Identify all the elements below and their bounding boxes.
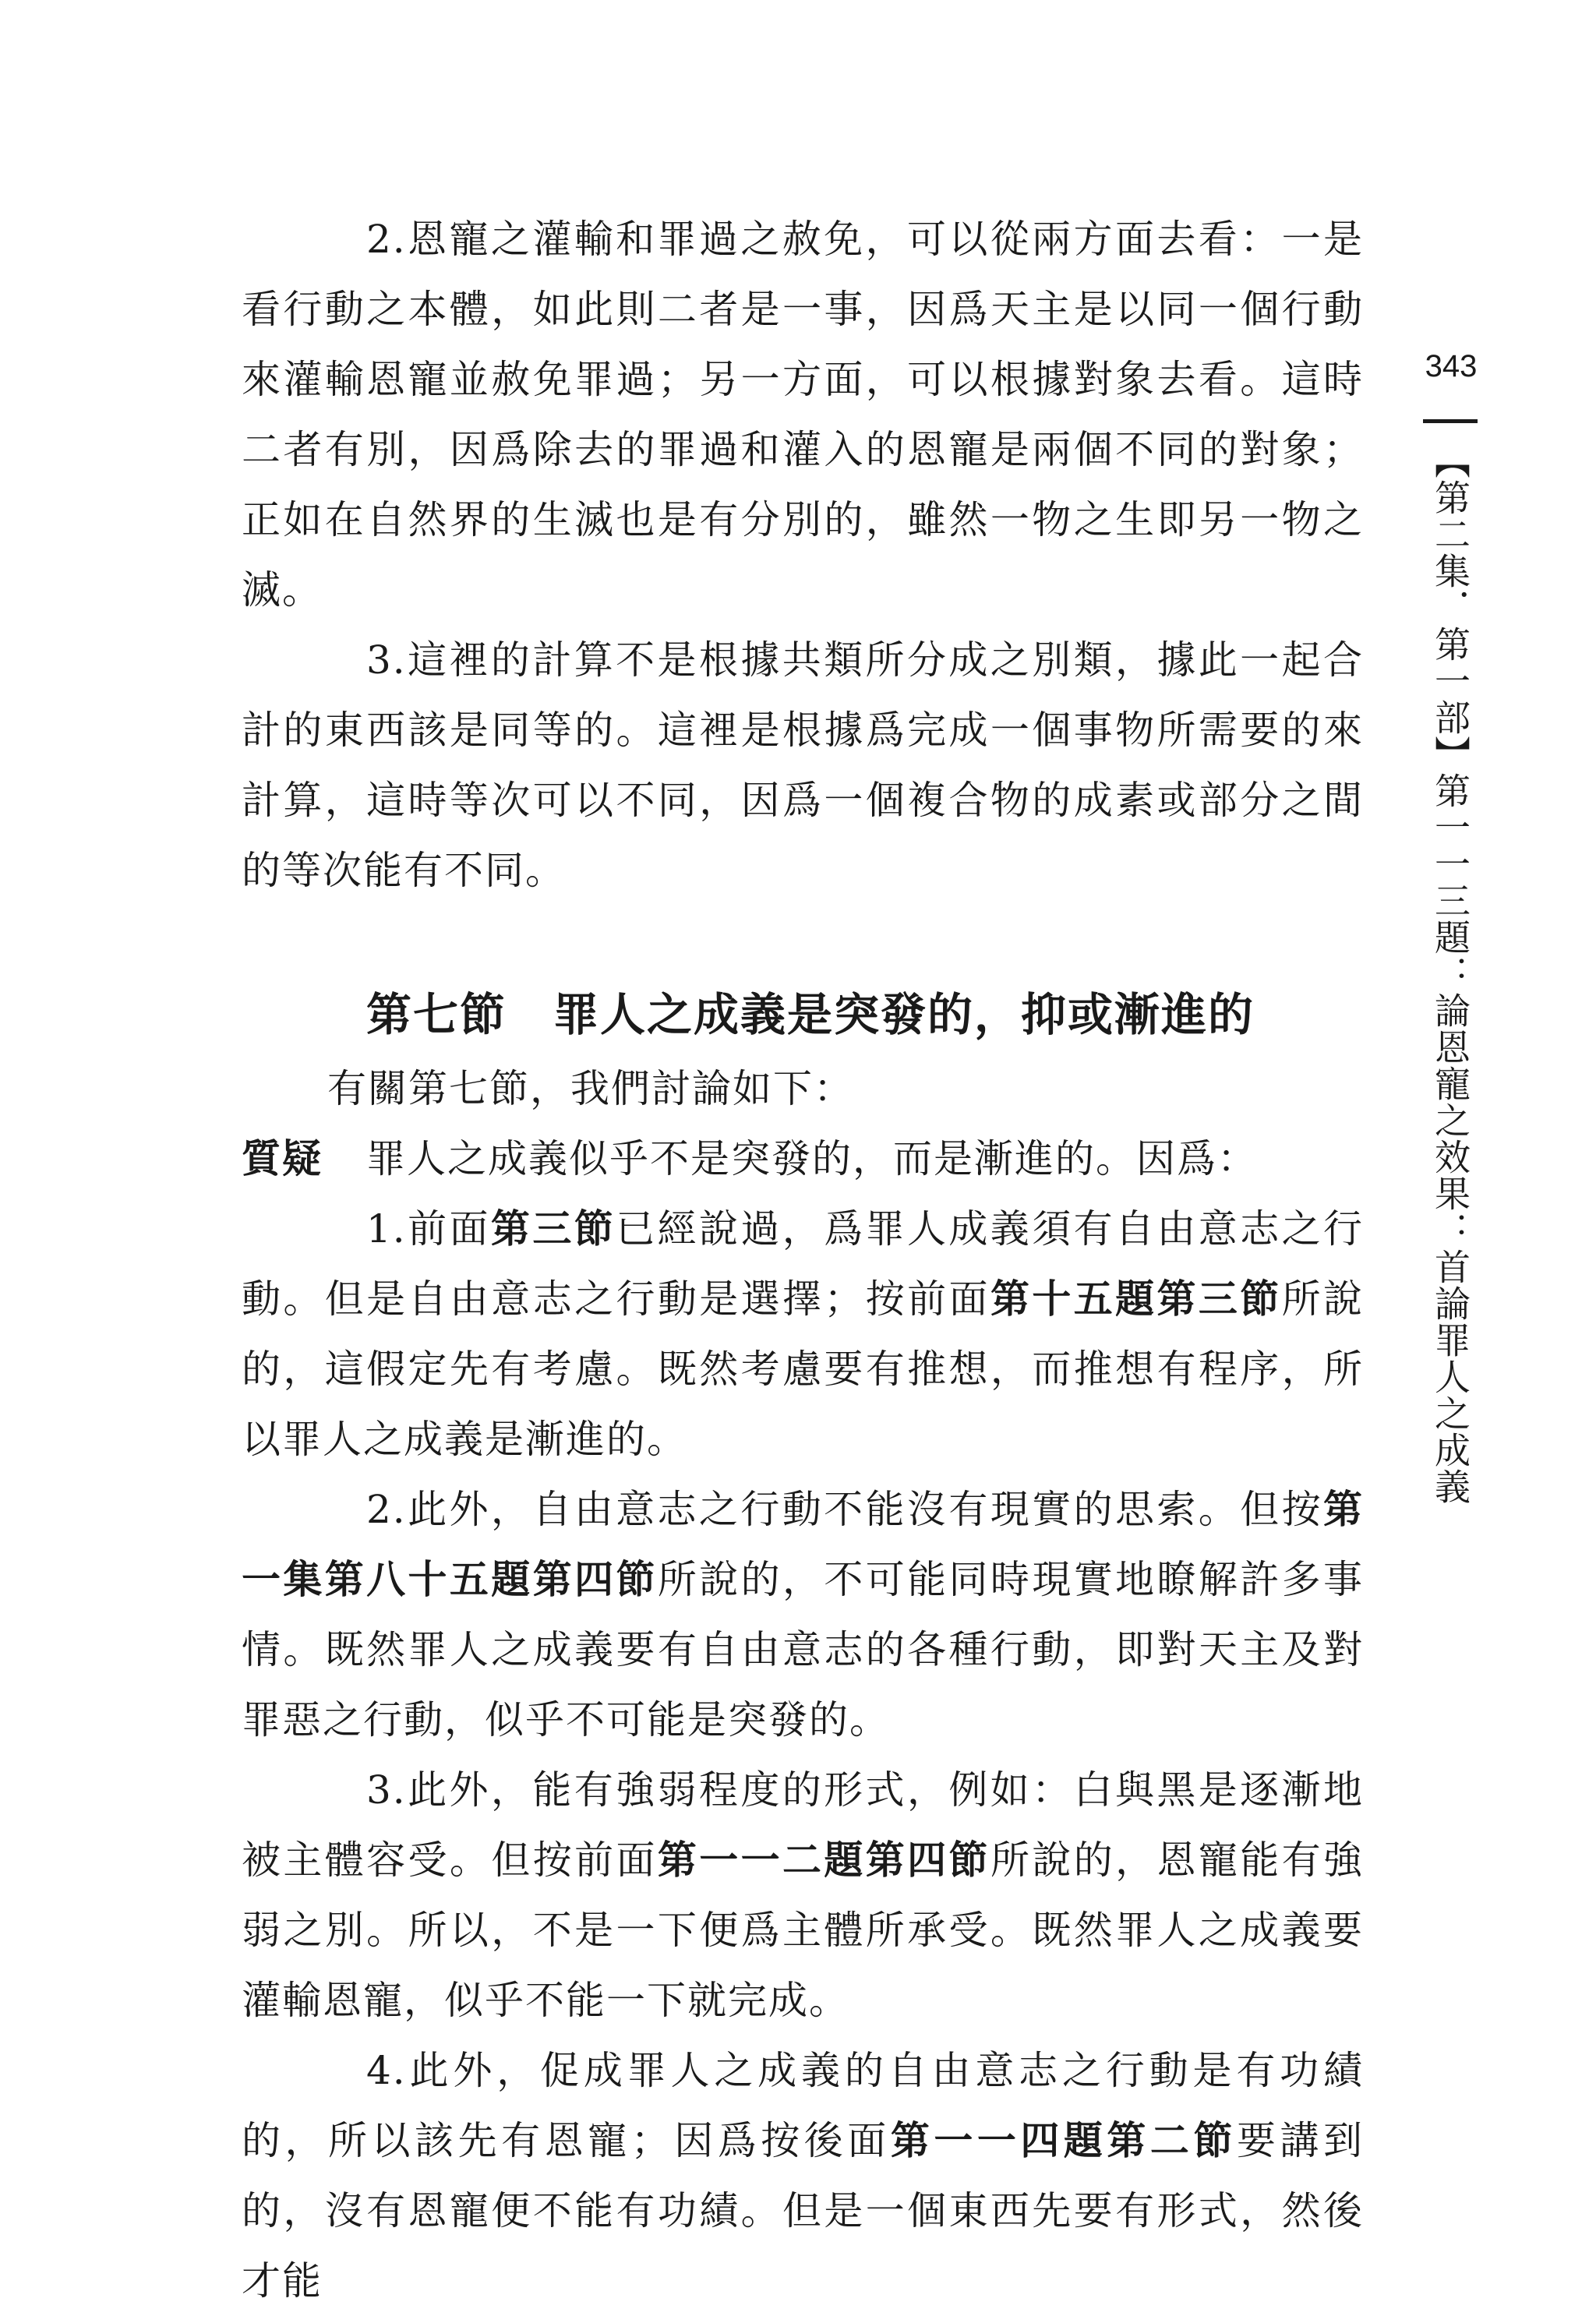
paragraph-reply-2: 2.恩寵之灌輸和罪過之赦免，可以從兩方面去看：一是看行動之本體，如此則二者是一事，因爲天主是以同一個行動來灌輸恩寵並赦免罪過；另一方面，可以根據對象去看。這時二者有別，因爲除去的罪過和灌入的恩寵是兩個不同的對象；正如在自然界的生滅也是有分別的，雖然一物之生即另一物之滅。	[242, 217, 1364, 613]
main-text-column	[242, 204, 1364, 2316]
section-heading	[242, 976, 1364, 1054]
objection-point-3: 3.此外，能有強弱程度的形式，例如：白與黑是逐漸地被主體容受。但按前面第一一二題第四節所說的，恩寵能有強弱之別。所以，不是一下便爲主體所承受。既然罪人之成義要灌輸恩寵，似乎不能一下就完成。	[242, 1767, 1365, 2023]
paragraph-reply-3: 3.這裡的計算不是根據共類所分成之別類，據此一起合計的東西該是同等的。這裡是根據爲完成一個事物所需要的來計算，這時等次可以不同，因爲一個複合物的成素或部分之間的等次能有不同。	[242, 637, 1364, 893]
objection-text: 罪人之成義似乎不是突發的，而是漸進的。因爲：	[366, 1136, 1258, 1181]
cross-reference: 第一一二題第四節	[657, 1838, 990, 1883]
section-title: 罪人之成義是突發的，抑或漸進的	[553, 988, 1255, 1041]
cross-reference: 第十五題第三節	[990, 1276, 1282, 1322]
objection-point-1: 1.前面第三節已經說過，爲罪人成義須有自由意志之行動。但是自由意志之行動是選擇；按前面第十五題第三節所說的，這假定先有考慮。既然考慮要有推想，而推想有程序，所以罪人之成義是漸進的。	[242, 1206, 1365, 1462]
section-intro: 有關第七節，我們討論如下：	[327, 1066, 854, 1111]
running-head: 【第二集．第一部】第一一三題：論恩寵之效果：首論罪人之成義	[1429, 443, 1471, 1505]
page-number: 343	[1425, 349, 1478, 383]
side-rule	[1423, 419, 1478, 423]
section-number: 第七節	[366, 988, 507, 1041]
cross-reference: 第一一四題第二節	[890, 2118, 1237, 2163]
objection-point-4: 4.此外，促成罪人之成義的自由意志之行動是有功績的，所以該先有恩寵；因爲按後面第一一四題第二節要講到的，沒有恩寵便不能有功績。但是一個東西先要有形式，然後才能	[242, 2048, 1365, 2304]
cross-reference: 第一集第八十五題第四節	[242, 1487, 1364, 1602]
objection-label: 質疑	[242, 1136, 323, 1181]
objection-point-2: 2.此外，自由意志之行動不能沒有現實的思索。但按第一集第八十五題第四節所說的，不可能同時現實地瞭解許多事情。既然罪人之成義要有自由意志的各種行動，即對天主及對罪惡之行動，似乎不可能是突發的。	[242, 1487, 1365, 1742]
objection-row	[242, 1124, 1364, 1194]
cross-reference: 第三節	[490, 1206, 616, 1252]
